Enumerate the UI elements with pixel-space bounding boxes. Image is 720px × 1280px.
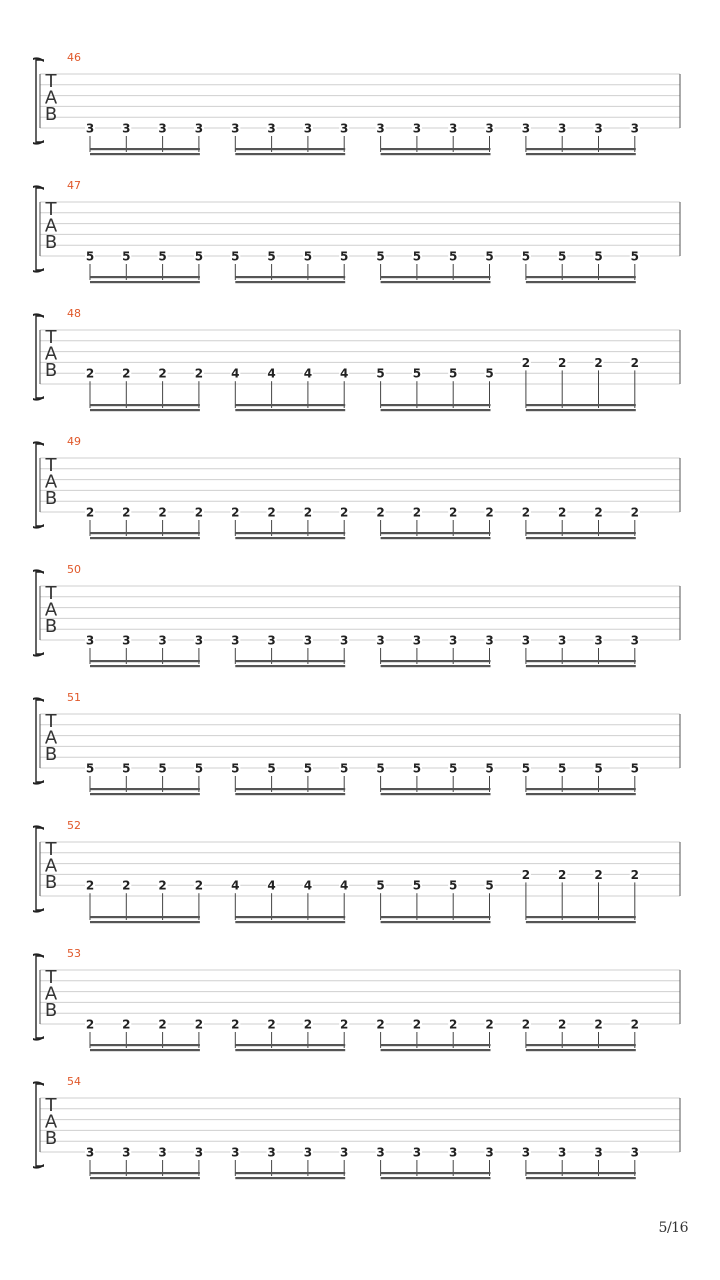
beam-secondary xyxy=(526,409,636,411)
beam-secondary xyxy=(90,281,200,283)
beam-secondary xyxy=(90,665,200,667)
fret-number: 5 xyxy=(340,249,349,264)
beam-primary xyxy=(90,148,200,150)
fret-number: 3 xyxy=(231,121,240,136)
fret-number: 2 xyxy=(303,505,313,520)
fret-number: 5 xyxy=(630,249,639,264)
beam-secondary xyxy=(90,1177,200,1179)
tab-clef-letter-a: A xyxy=(44,215,58,237)
beam-primary xyxy=(235,404,345,406)
fret-number: 3 xyxy=(85,121,95,136)
fret-number: 5 xyxy=(521,249,531,264)
beam-primary xyxy=(235,660,345,662)
fret-number: 5 xyxy=(449,249,458,264)
beam-primary xyxy=(90,788,200,790)
fret-number: 5 xyxy=(376,249,385,264)
system-48 xyxy=(33,307,680,411)
fret-number: 2 xyxy=(412,505,422,520)
system-47 xyxy=(33,179,680,283)
tab-clef-letter-a: A xyxy=(44,983,58,1005)
fret-number: 4 xyxy=(267,366,276,381)
fret-number: 3 xyxy=(449,633,458,648)
measure-number: 52 xyxy=(67,819,81,832)
beam-secondary xyxy=(381,793,491,795)
beam-primary xyxy=(526,660,636,662)
tab-clef-letter-b: B xyxy=(44,1000,58,1021)
fret-number: 5 xyxy=(630,761,639,776)
fret-number: 3 xyxy=(340,633,349,648)
tab-clef-letter-t: T xyxy=(45,327,57,348)
fret-number: 2 xyxy=(122,878,131,893)
beam-secondary xyxy=(381,153,491,155)
tab-clef-letter-a: A xyxy=(44,855,58,877)
fret-number: 3 xyxy=(412,1145,422,1160)
beam-secondary xyxy=(381,537,491,539)
fret-number: 2 xyxy=(449,505,458,520)
fret-number: 4 xyxy=(267,878,276,893)
fret-number: 5 xyxy=(412,366,422,381)
fret-number: 3 xyxy=(340,1145,349,1160)
tab-clef-letter-a: A xyxy=(44,87,58,109)
fret-number: 3 xyxy=(485,1145,494,1160)
fret-number: 2 xyxy=(376,1017,385,1032)
beam-secondary xyxy=(90,409,200,411)
system-46 xyxy=(33,51,680,155)
fret-number: 2 xyxy=(485,1017,494,1032)
fret-number: 2 xyxy=(558,505,567,520)
fret-number: 2 xyxy=(194,878,204,893)
system-54 xyxy=(33,1075,680,1179)
fret-number: 4 xyxy=(231,366,240,381)
fret-number: 5 xyxy=(340,761,349,776)
fret-number: 2 xyxy=(485,505,494,520)
fret-number: 3 xyxy=(122,1145,131,1160)
fret-number: 3 xyxy=(521,1145,531,1160)
fret-number: 5 xyxy=(122,249,131,264)
beam-secondary xyxy=(90,537,200,539)
fret-number: 5 xyxy=(558,761,567,776)
tab-clef-letter-t: T xyxy=(45,455,57,476)
fret-number: 2 xyxy=(558,355,567,370)
beam-primary xyxy=(90,1172,200,1174)
measure-number: 46 xyxy=(67,51,81,64)
beam-secondary xyxy=(90,153,200,155)
fret-number: 5 xyxy=(194,761,204,776)
tab-clef-letter-b: B xyxy=(44,744,58,765)
beam-primary xyxy=(235,1172,345,1174)
beam-secondary xyxy=(235,793,345,795)
beam-primary xyxy=(526,788,636,790)
tab-clef-letter-a: A xyxy=(44,727,58,749)
fret-number: 2 xyxy=(231,1017,240,1032)
beam-primary xyxy=(90,916,200,918)
page-number: 5/16 xyxy=(658,1220,688,1236)
fret-number: 2 xyxy=(303,1017,313,1032)
tab-clef-letter-t: T xyxy=(45,71,57,92)
tab-clef-letter-b: B xyxy=(44,872,58,893)
fret-number: 5 xyxy=(231,249,240,264)
measure-number: 49 xyxy=(67,435,81,448)
measure-number: 47 xyxy=(67,179,81,192)
fret-number: 5 xyxy=(158,761,167,776)
beam-primary xyxy=(90,1044,200,1046)
beam-secondary xyxy=(235,281,345,283)
beam-primary xyxy=(381,276,491,278)
fret-number: 3 xyxy=(267,121,276,136)
beam-primary xyxy=(526,1044,636,1046)
fret-number: 2 xyxy=(158,1017,167,1032)
fret-number: 2 xyxy=(594,505,603,520)
beam-primary xyxy=(381,788,491,790)
beam-secondary xyxy=(381,665,491,667)
fret-number: 3 xyxy=(485,633,494,648)
fret-number: 2 xyxy=(231,505,240,520)
fret-number: 2 xyxy=(630,355,639,370)
fret-number: 5 xyxy=(376,366,385,381)
beam-secondary xyxy=(526,1177,636,1179)
fret-number: 5 xyxy=(303,761,313,776)
beam-primary xyxy=(381,1172,491,1174)
fret-number: 2 xyxy=(85,505,95,520)
fret-number: 3 xyxy=(630,121,639,136)
fret-number: 3 xyxy=(449,1145,458,1160)
fret-number: 2 xyxy=(340,1017,349,1032)
fret-number: 5 xyxy=(485,878,494,893)
beam-secondary xyxy=(90,921,200,923)
tab-clef-letter-t: T xyxy=(45,1095,57,1116)
beam-secondary xyxy=(526,1049,636,1051)
fret-number: 4 xyxy=(303,366,313,381)
fret-number: 3 xyxy=(267,1145,276,1160)
fret-number: 5 xyxy=(376,878,385,893)
tab-clef-letter-t: T xyxy=(45,199,57,220)
fret-number: 3 xyxy=(158,633,167,648)
fret-number: 2 xyxy=(521,1017,531,1032)
fret-number: 5 xyxy=(122,761,131,776)
fret-number: 5 xyxy=(485,761,494,776)
measure-number: 53 xyxy=(67,947,81,960)
beam-secondary xyxy=(526,153,636,155)
fret-number: 5 xyxy=(303,249,313,264)
beam-primary xyxy=(235,148,345,150)
fret-number: 3 xyxy=(485,121,494,136)
fret-number: 3 xyxy=(194,633,204,648)
beam-secondary xyxy=(235,153,345,155)
fret-number: 2 xyxy=(158,878,167,893)
beam-primary xyxy=(381,916,491,918)
fret-number: 3 xyxy=(376,633,385,648)
fret-number: 2 xyxy=(630,1017,639,1032)
fret-number: 3 xyxy=(231,1145,240,1160)
fret-number: 2 xyxy=(630,505,639,520)
tab-clef-letter-t: T xyxy=(45,967,57,988)
fret-number: 3 xyxy=(630,633,639,648)
fret-number: 3 xyxy=(85,633,95,648)
fret-number: 3 xyxy=(194,121,204,136)
beam-primary xyxy=(526,1172,636,1174)
fret-number: 2 xyxy=(412,1017,422,1032)
fret-number: 5 xyxy=(376,761,385,776)
fret-number: 3 xyxy=(594,121,603,136)
tab-clef-letter-t: T xyxy=(45,583,57,604)
tab-clef-letter-t: T xyxy=(45,711,57,732)
fret-number: 5 xyxy=(412,878,422,893)
fret-number: 2 xyxy=(521,867,531,882)
beam-secondary xyxy=(381,409,491,411)
fret-number: 2 xyxy=(630,867,639,882)
fret-number: 3 xyxy=(630,1145,639,1160)
system-50 xyxy=(33,563,680,667)
beam-secondary xyxy=(381,281,491,283)
beam-primary xyxy=(381,660,491,662)
beam-secondary xyxy=(235,921,345,923)
beam-secondary xyxy=(526,537,636,539)
fret-number: 5 xyxy=(594,249,603,264)
fret-number: 4 xyxy=(340,366,349,381)
fret-number: 5 xyxy=(521,761,531,776)
beam-secondary xyxy=(235,537,345,539)
fret-number: 5 xyxy=(412,249,422,264)
fret-number: 5 xyxy=(267,761,276,776)
fret-number: 3 xyxy=(521,121,531,136)
fret-number: 2 xyxy=(267,505,276,520)
fret-number: 2 xyxy=(449,1017,458,1032)
beam-secondary xyxy=(381,1049,491,1051)
fret-number: 5 xyxy=(231,761,240,776)
fret-number: 2 xyxy=(558,1017,567,1032)
fret-number: 5 xyxy=(267,249,276,264)
beam-primary xyxy=(381,148,491,150)
fret-number: 2 xyxy=(85,366,95,381)
measure-number: 50 xyxy=(67,563,81,576)
fret-number: 5 xyxy=(194,249,204,264)
system-53 xyxy=(33,947,680,1051)
fret-number: 3 xyxy=(412,121,422,136)
fret-number: 2 xyxy=(594,867,603,882)
fret-number: 3 xyxy=(594,633,603,648)
beam-secondary xyxy=(381,1177,491,1179)
beam-primary xyxy=(526,916,636,918)
tab-clef-letter-b: B xyxy=(44,488,58,509)
fret-number: 5 xyxy=(485,366,494,381)
beam-secondary xyxy=(235,1177,345,1179)
fret-number: 3 xyxy=(594,1145,603,1160)
beam-primary xyxy=(235,916,345,918)
tab-clef-letter-a: A xyxy=(44,599,58,621)
beam-primary xyxy=(90,404,200,406)
measure-number: 54 xyxy=(67,1075,81,1088)
fret-number: 5 xyxy=(449,761,458,776)
fret-number: 3 xyxy=(122,121,131,136)
fret-number: 2 xyxy=(158,505,167,520)
measure-number: 51 xyxy=(67,691,81,704)
fret-number: 3 xyxy=(303,633,313,648)
fret-number: 3 xyxy=(158,121,167,136)
tab-clef-letter-b: B xyxy=(44,1128,58,1149)
beam-primary xyxy=(90,276,200,278)
beam-primary xyxy=(381,404,491,406)
beam-secondary xyxy=(235,1049,345,1051)
fret-number: 3 xyxy=(558,633,567,648)
beam-primary xyxy=(235,276,345,278)
fret-number: 5 xyxy=(485,249,494,264)
beam-primary xyxy=(235,788,345,790)
fret-number: 2 xyxy=(558,867,567,882)
fret-number: 3 xyxy=(194,1145,204,1160)
beam-secondary xyxy=(90,1049,200,1051)
fret-number: 3 xyxy=(376,121,385,136)
system-49 xyxy=(33,435,680,539)
fret-number: 3 xyxy=(303,121,313,136)
fret-number: 3 xyxy=(521,633,531,648)
fret-number: 2 xyxy=(158,366,167,381)
fret-number: 4 xyxy=(340,878,349,893)
tab-clef-letter-b: B xyxy=(44,616,58,637)
fret-number: 3 xyxy=(558,1145,567,1160)
beam-primary xyxy=(90,532,200,534)
fret-number: 2 xyxy=(594,1017,603,1032)
beam-secondary xyxy=(526,281,636,283)
fret-number: 2 xyxy=(194,1017,204,1032)
fret-number: 5 xyxy=(594,761,603,776)
fret-number: 3 xyxy=(267,633,276,648)
beam-secondary xyxy=(381,921,491,923)
beam-secondary xyxy=(526,665,636,667)
fret-number: 2 xyxy=(194,366,204,381)
fret-number: 4 xyxy=(231,878,240,893)
beam-secondary xyxy=(526,921,636,923)
fret-number: 5 xyxy=(558,249,567,264)
fret-number: 2 xyxy=(194,505,204,520)
system-51 xyxy=(33,691,680,795)
beam-primary xyxy=(381,532,491,534)
fret-number: 3 xyxy=(412,633,422,648)
fret-number: 2 xyxy=(85,1017,95,1032)
tab-clef-letter-t: T xyxy=(45,839,57,860)
fret-number: 4 xyxy=(303,878,313,893)
beam-primary xyxy=(235,1044,345,1046)
fret-number: 3 xyxy=(303,1145,313,1160)
fret-number: 5 xyxy=(412,761,422,776)
fret-number: 2 xyxy=(594,355,603,370)
beam-primary xyxy=(526,532,636,534)
tab-clef-letter-b: B xyxy=(44,104,58,125)
fret-number: 2 xyxy=(122,366,131,381)
tab-clef-letter-b: B xyxy=(44,232,58,253)
beam-primary xyxy=(526,404,636,406)
system-52 xyxy=(33,819,680,923)
fret-number: 5 xyxy=(449,366,458,381)
tab-clef-letter-b: B xyxy=(44,360,58,381)
fret-number: 3 xyxy=(340,121,349,136)
tab-clef-letter-a: A xyxy=(44,1111,58,1133)
tab-clef-letter-a: A xyxy=(44,471,58,493)
fret-number: 3 xyxy=(449,121,458,136)
fret-number: 2 xyxy=(267,1017,276,1032)
fret-number: 5 xyxy=(85,249,95,264)
fret-number: 5 xyxy=(85,761,95,776)
fret-number: 2 xyxy=(376,505,385,520)
beam-secondary xyxy=(90,793,200,795)
fret-number: 5 xyxy=(158,249,167,264)
fret-number: 3 xyxy=(85,1145,95,1160)
beam-secondary xyxy=(235,409,345,411)
fret-number: 3 xyxy=(158,1145,167,1160)
beam-primary xyxy=(381,1044,491,1046)
fret-number: 2 xyxy=(521,505,531,520)
beam-secondary xyxy=(526,793,636,795)
fret-number: 3 xyxy=(558,121,567,136)
beam-primary xyxy=(235,532,345,534)
fret-number: 3 xyxy=(376,1145,385,1160)
fret-number: 2 xyxy=(521,355,531,370)
fret-number: 5 xyxy=(449,878,458,893)
fret-number: 2 xyxy=(85,878,95,893)
fret-number: 3 xyxy=(122,633,131,648)
tab-clef-letter-a: A xyxy=(44,343,58,365)
measure-number: 48 xyxy=(67,307,81,320)
beam-secondary xyxy=(235,665,345,667)
fret-number: 3 xyxy=(231,633,240,648)
beam-primary xyxy=(90,660,200,662)
beam-primary xyxy=(526,276,636,278)
fret-number: 2 xyxy=(122,505,131,520)
fret-number: 2 xyxy=(122,1017,131,1032)
beam-primary xyxy=(526,148,636,150)
fret-number: 2 xyxy=(340,505,349,520)
